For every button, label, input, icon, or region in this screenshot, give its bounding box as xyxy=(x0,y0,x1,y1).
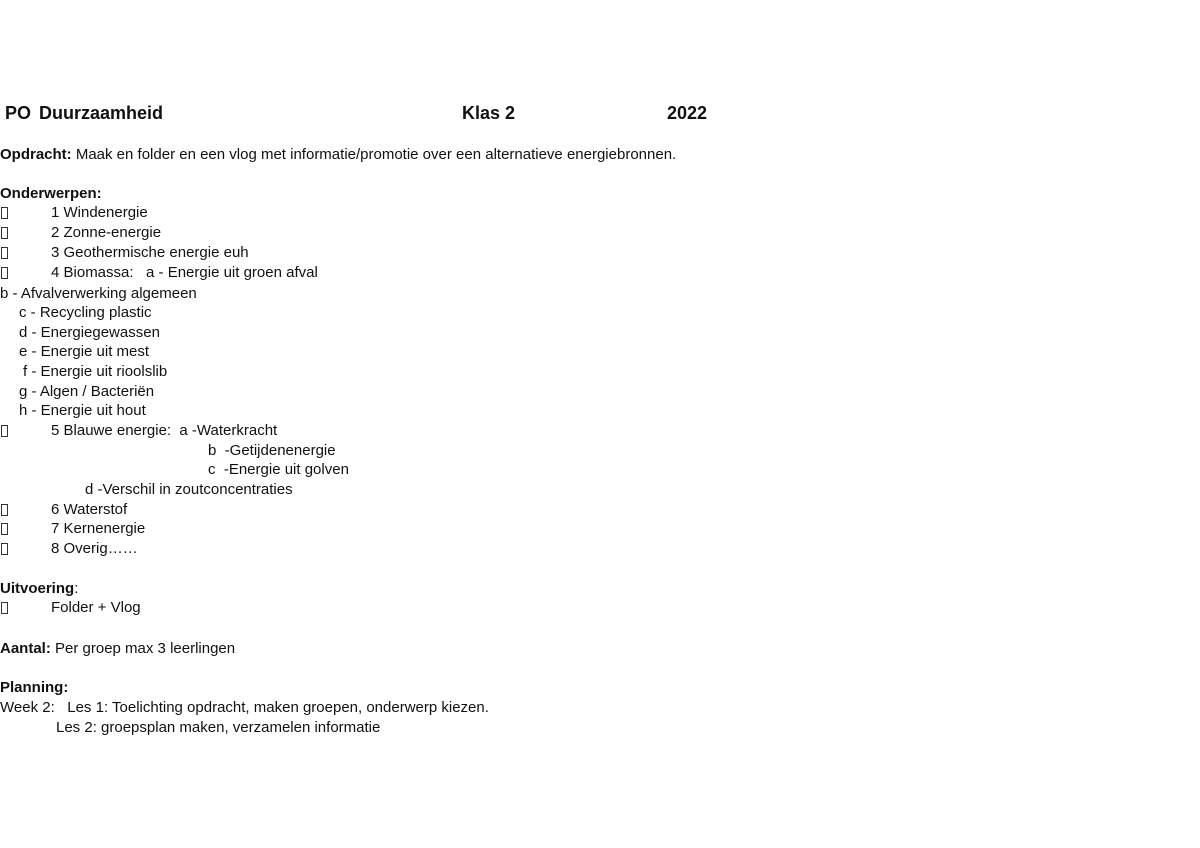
bullet-icon xyxy=(1,207,8,219)
topic-item: 1 Windenergie xyxy=(51,204,148,221)
aantal-text: Per groep max 3 leerlingen xyxy=(50,640,236,657)
topic-item: 4 Biomassa: a - Energie uit groen afval xyxy=(51,264,318,281)
biomassa-sub-item: h - Energie uit hout xyxy=(19,402,146,419)
bullet-icon xyxy=(1,523,8,535)
planning-les2-line: Les 2: groepsplan maken, verzamelen informatie xyxy=(56,719,381,736)
topic-item: 8 Overig…… xyxy=(51,540,138,557)
aantal-line xyxy=(0,640,235,658)
topic-item: 7 Kernenergie xyxy=(51,520,146,537)
bullet-icon xyxy=(1,504,8,516)
opdracht-text: Maak en folder en een vlog met informatie/promotie over een alternatieve energiebronnen. xyxy=(71,146,677,163)
year-label: 2022 xyxy=(667,103,708,123)
uitvoering-label: Uitvoering xyxy=(0,580,75,597)
bullet-icon xyxy=(1,227,8,239)
uitvoering-colon: : xyxy=(74,580,79,597)
biomassa-sub-item: d - Energiegewassen xyxy=(19,324,160,341)
document-title: Duurzaamheid xyxy=(39,103,164,123)
blauwe-sub-item: b -Getijdenenergie xyxy=(208,442,336,459)
bullet-icon xyxy=(1,247,8,259)
bullet-icon xyxy=(1,425,8,437)
po-label: PO xyxy=(5,103,32,123)
bullet-icon xyxy=(1,602,8,614)
topic-item: 3 Geothermische energie euh xyxy=(51,244,249,261)
biomassa-sub-item: c - Recycling plastic xyxy=(19,304,152,321)
uitvoering-item: Folder + Vlog xyxy=(51,599,141,616)
blauwe-sub-item: d -Verschil in zoutconcentraties xyxy=(85,481,293,498)
opdracht-line xyxy=(0,146,676,164)
klas-label: Klas 2 xyxy=(462,103,516,123)
bullet-icon xyxy=(1,543,8,555)
biomassa-sub-item: b - Afvalverwerking algemeen xyxy=(0,285,197,302)
biomassa-sub-item: g - Algen / Bacteriën xyxy=(19,383,155,400)
biomassa-sub-item: e - Energie uit mest xyxy=(19,343,150,360)
onderwerpen-heading: Onderwerpen: xyxy=(0,185,102,202)
uitvoering-heading xyxy=(0,580,78,598)
topic-item: 2 Zonne-energie xyxy=(51,224,162,241)
biomassa-sub-item: f - Energie uit rioolslib xyxy=(23,363,168,380)
topic-item: 6 Waterstof xyxy=(51,501,128,518)
planning-heading: Planning: xyxy=(0,679,69,696)
topic-item: 5 Blauwe energie: a -Waterkracht xyxy=(51,422,278,439)
opdracht-label: Opdracht: xyxy=(0,146,72,163)
planning-week-line: Week 2: Les 1: Toelichting opdracht, maken groepen, onderwerp kiezen. xyxy=(0,699,489,716)
aantal-label: Aantal: xyxy=(0,640,51,657)
blauwe-sub-item: c -Energie uit golven xyxy=(208,461,349,478)
bullet-icon xyxy=(1,267,8,279)
